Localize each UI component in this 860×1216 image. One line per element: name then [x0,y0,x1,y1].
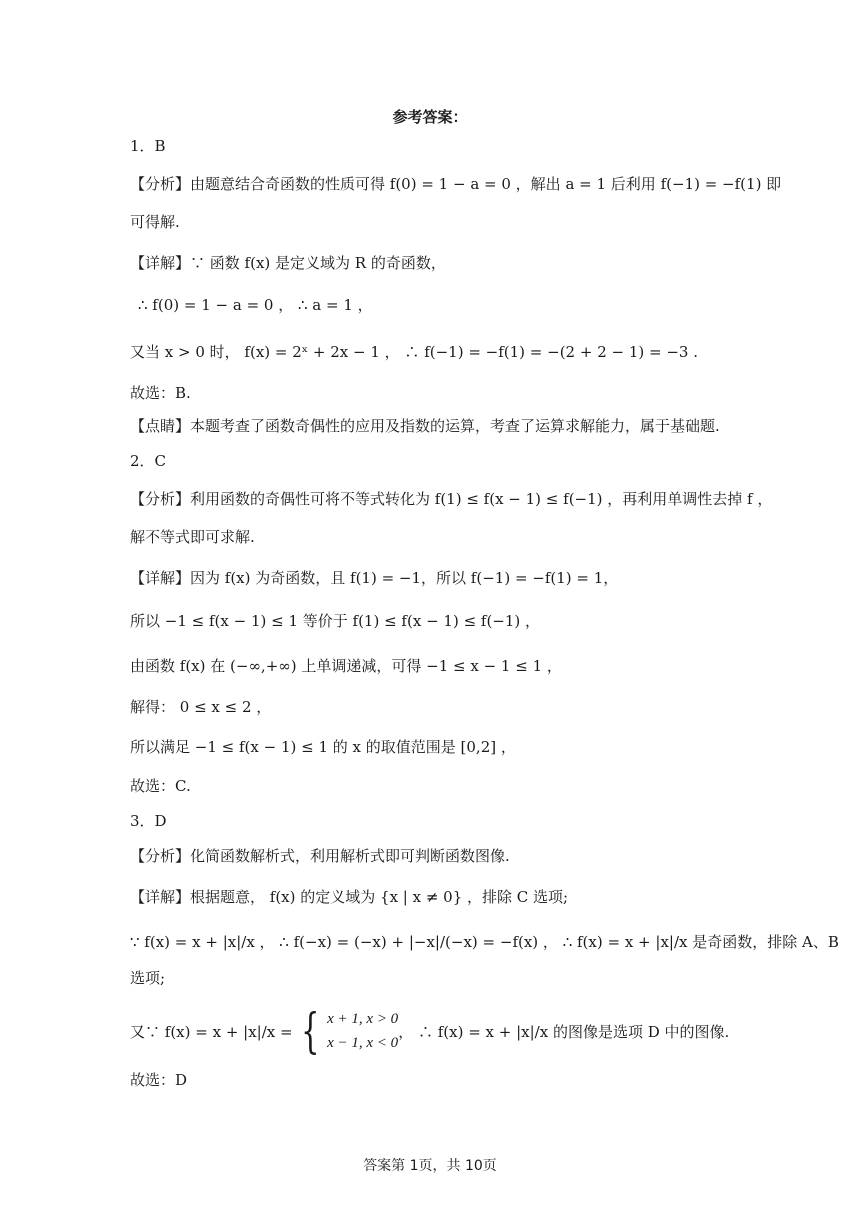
question-3-answer: 3．D [130,812,167,830]
left-brace-icon: { [300,1003,320,1059]
q2-detail-line-3: 由函数 f(x) 在 (−∞,+∞) 上单调递减，可得 −1 ≤ x − 1 ≤ 1 ， [130,657,562,675]
piecewise-case-2: x − 1, x < 0 [327,1035,399,1051]
q1-analysis-line-2: 可得解. [130,213,180,231]
page-footer: 答案第 1页，共 10页 [363,1158,497,1174]
piecewise-suffix: ， ∴ f(x) = x + |x|/x 的图像是选项 D 中的图像. [398,1022,730,1041]
q1-analysis-line-1: 【分析】由题意结合奇函数的性质可得 f(0) = 1 − a = 0 ，解出 a = 1 后利用 f(−1) = −f(1) 即 [130,175,782,193]
q1-comment: 【点睛】本题考查了函数奇偶性的应用及指数的运算，考查了运算求解能力，属于基础题. [130,417,720,435]
question-1-answer: 1．B [130,137,166,155]
q1-detail-line-3: 又当 x > 0 时， f(x) = 2ˣ + 2x − 1 ， ∴ f(−1) = −f(1) = −(2 + 2 − 1) = −3 . [130,343,699,361]
q2-detail-line-5: 所以满足 −1 ≤ f(x − 1) ≤ 1 的 x 的取值范围是 [0,2] ， [130,738,516,756]
q2-analysis-line-2: 解不等式即可求解. [130,528,255,546]
q3-conclusion: 故选：D [130,1071,188,1089]
q3-detail-line-3: 选项; [130,969,166,987]
page-title: 参考答案： [392,108,468,126]
question-2-answer: 2．C [130,452,167,470]
q3-analysis: 【分析】化简函数解析式，利用解析式即可判断函数图像. [130,847,510,865]
piecewise-case-1: x + 1, x > 0 [327,1011,399,1027]
q3-detail-line-1: 【详解】根据题意， f(x) 的定义域为 {x | x ≠ 0} ，排除 C 选项; [130,888,569,906]
q1-detail-line-1: 【详解】∵ 函数 f(x) 是定义域为 R 的奇函数， [130,254,446,272]
q1-conclusion: 故选：B. [130,384,191,402]
q2-analysis-line-1: 【分析】利用函数的奇偶性可将不等式转化为 f(1) ≤ f(x − 1) ≤ f(−1) ，再利用单调性去掉 f ， [130,490,773,508]
q2-detail-line-2: 所以 −1 ≤ f(x − 1) ≤ 1 等价于 f(1) ≤ f(x − 1) ≤ f(−1) ， [130,612,541,630]
q1-detail-line-2: ∴ f(0) = 1 − a = 0 ， ∴ a = 1 ， [138,296,373,314]
q2-conclusion: 故选：C. [130,777,191,795]
piecewise-cases [327,1007,398,1055]
q2-detail-line-1: 【详解】因为 f(x) 为奇函数，且 f(1) = −1，所以 f(−1) = −f(1) = 1， [130,569,619,587]
q3-detail-line-2: ∵ f(x) = x + |x|/x ， ∴ f(−x) = (−x) + |−x|/(−x) = −f(x) ， ∴ f(x) = x + |x|/x 是奇函数，排除 A、B [130,933,839,951]
q2-detail-line-4: 解得： 0 ≤ x ≤ 2 ， [130,698,272,716]
piecewise-prefix: 又∵ f(x) = x + |x|/x = [130,1022,293,1041]
q3-piecewise-line [130,1003,729,1059]
